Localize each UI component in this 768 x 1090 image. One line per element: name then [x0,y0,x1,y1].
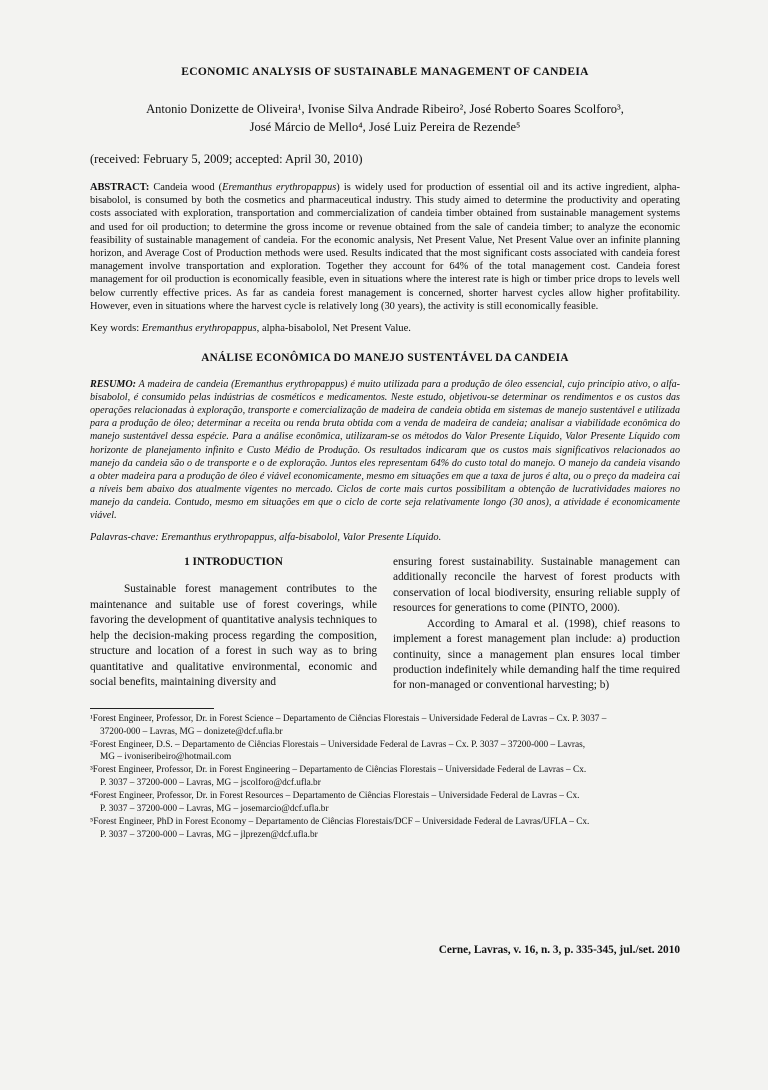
footnote [90,764,680,790]
footnote-divider [90,708,214,709]
keywords-rest: , alpha-bisabolol, Net Present Value. [256,323,411,335]
footnote-line: P. 3037 – 37200-000 – Lavras, MG – josemarcio@dcf.ufla.br [100,804,329,815]
paper-title-portuguese: ANÁLISE ECONÔMICA DO MANEJO SUSTENTÁVEL DA CANDEIA [201,352,569,365]
author-line-1: Antonio Donizette de Oliveira¹, Ivonise Silva Andrade Ribeiro², José Roberto Soares Scolforo³, [146,102,624,116]
keywords-species: Eremanthus erythropappus [141,323,257,335]
section-heading-introduction: 1 INTRODUCTION [184,556,283,569]
footnote-line: ²Forest Engineer, D.S. – Departamento de Ciências Florestais – Universidade Federal de Lavras – Cx. P. 3037 – 37200-000 – Lavras, [90,739,586,750]
footnote-line: ³Forest Engineer, Professor, Dr. in Forest Engineering – Departamento de Ciências Florestais – Universidade Federal de Lavras – Cx. [90,765,587,776]
keywords [90,323,680,334]
footnote-line: P. 3037 – 37200-000 – Lavras, MG – jscolforo@dcf.ufla.br [100,778,321,789]
footnote-line: ⁴Forest Engineer, Professor, Dr. in Forest Resources – Departamento de Ciências Florestais – Universidade Federal de Lavras – Cx. [90,791,580,802]
resumo-label: RESUMO: [90,379,136,391]
paper-page [0,66,768,1090]
abstract-label: ABSTRACT: [90,182,150,193]
keywords-label: Key words: [90,323,142,335]
abstract [90,181,680,313]
footnote [90,713,680,739]
abstract-species: Eremanthus erythropappus [222,182,337,193]
footnote-line: P. 3037 – 37200-000 – Lavras, MG – jlprezen@dcf.ufla.br [100,829,318,840]
author-list [90,100,680,136]
received-dates: (received: February 5, 2009; accepted: April 30, 2010) [90,152,363,166]
resumo-text: A madeira de candeia (Eremanthus erythropappus) é muito utilizada para a produção de óleo essencial, cujo princípio ativo, o alfa-bisabolol, é consumido pelas indústrias de cosméticos e medicamentos. Neste estudo, objetivou-se determinar os rendimentos e os custos das operações relacionadas à exploração, transporte e comercialização de madeira de candeia obtida em sistemas de manejo sustentável e utilizada para a produção de óleo; determinar a receita ou renda bruta obtida com a venda de madeira de candeia; analisar a viabilidade econômica do manejo sustentável dessa espécie. Para a análise econômica, utilizaram-se os métodos do Valor Presente Líquido, Valor Presente Líquido com horizonte de planejamento infinito e Custo Médio de Produção. Os resultados indicaram que os custos mais significativos relacionados ao manejo da candeia são o de transporte e o de exploração. Juntos eles representam 64% do custo total do manejo. O manejo da candeia visando a obter madeira para a produção de óleo é viável economicamente, mesmo em situações em que a taxa de juros é alta, ou o preço da madeira cai a níveis bem abaixo dos atualmente vigentes no mercado. Ciclos de corte mais curtos possibilitam a obtenção de lucratividades maiores no manejo da candeia. Contudo, mesmo em situações em que o ciclo de corte seja relativamente longo (30 anos), a atividade é economicamente viável. [90,379,680,521]
footnote-line: ⁵Forest Engineer, PhD in Forest Economy – Departamento de Ciências Florestais/DCF – Universidade Federal de Lavras/UFLA – Cx. [90,816,590,827]
abstract-text-1: Candeia wood ( [149,182,223,193]
footnote-line: ¹Forest Engineer, Professor, Dr. in Forest Science – Departamento de Ciências Florestais – Universidade Federal de Lavras – Cx. P. 3037 – [90,713,607,724]
footnote-line: 37200-000 – Lavras, MG – donizete@dcf.ufla.br [100,726,283,737]
footnotes [90,713,680,842]
intro-paragraph-2: According to Amaral et al. (1998), chief reasons to implement a forest management plan include: a) production continuity, since a management plan ensures local timber production indefinitely while demanding half the time required for non-managed or conventional harvesting; b) [393,617,680,692]
left-column [90,555,377,694]
journal-citation: Cerne, Lavras, v. 16, n. 3, p. 335-345, jul./set. 2010 [438,944,680,956]
resumo [90,378,680,522]
body-columns [90,555,680,694]
footnote [90,790,680,816]
palavras-chave: Palavras-chave: Eremanthus erythropappus, alfa-bisabolol, Valor Presente Líquido. [90,532,442,544]
right-column [393,555,680,694]
abstract-text-2: ) is widely used for production of essential oil and its active ingredient, alpha-bisabolol, is consumed by both the cosmetics and pharmaceutical industry. This study aimed to determine the productivity and operating costs associated with exploration, transportation and commercialization of candeia timber obtained from sustainable management systems and used for oil production; to determine the gross income or revenue obtained from the sale of candeia timber; to analyze the economic feasibility of sustainable management of candeia. For the economic analysis, Net Present Value, Net Present Value over an infinite planning horizon, and Average Cost of Production methods were used. Results indicated that the most significant costs associated with candeia forest management involve transportation and exploration. Together they account for 64% of the total management cost. Candeia forest management for oil production is economically feasible, even in situations where the interest rate is high or timber price drops to levels well below currently effective prices. As far as candeia forest management is concerned, shorter harvest cycles allow higher profitability. However, even in situations where the harvest cycle is relatively long (30 years), the activity is still economically feasible. [90,182,680,312]
footnote [90,816,680,842]
footnote-line: MG – ivoniseribeiro@hotmail.com [100,752,232,763]
author-line-2: José Márcio de Mello⁴, José Luiz Pereira de Rezende⁵ [249,120,521,134]
intro-paragraph-1-continued: ensuring forest sustainability. Sustainable management can additionally reconcile the harvest of forest products with conservation of local biodiversity, ensuring reliable supply of resources for generations to come (PINTO, 2000). [393,556,680,615]
footnote [90,739,680,765]
paper-title: ECONOMIC ANALYSIS OF SUSTAINABLE MANAGEMENT OF CANDEIA [181,66,589,78]
intro-paragraph-1: Sustainable forest management contributes to the maintenance and suitable use of forest coverings, while favoring the development of quantitative analysis techniques to help the decision-making process regarding the composition, structure and location of a forest in such way as to bring quantitative and qualitative environmental, economic and social benefits, maintaining diversity and [90,583,377,688]
